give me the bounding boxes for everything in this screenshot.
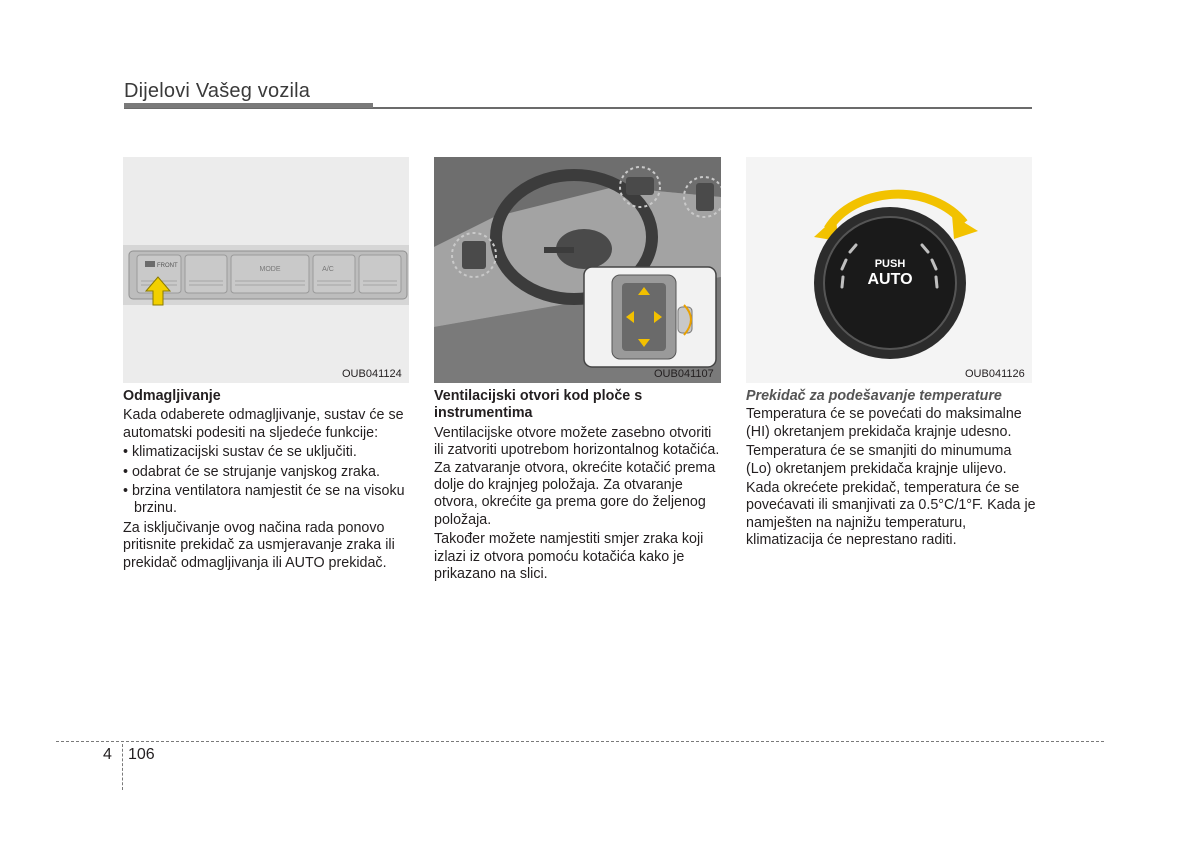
column-defrost xyxy=(123,388,413,574)
knob-auto-label: AUTO xyxy=(867,271,913,288)
column-temperature xyxy=(746,388,1036,552)
defrost-led-icon xyxy=(145,261,155,267)
temperature-knob xyxy=(814,207,966,359)
defrost-intro: Kada odaberete odmagljivanje, sustav će se automatski podesiti na sljedeće funkcije: xyxy=(123,407,404,441)
page-number: 106 xyxy=(128,746,155,763)
mode-label: MODE xyxy=(259,266,281,273)
column-vents xyxy=(434,388,724,585)
temperature-paragraph-3: Kada okrećete prekidač, temperatura će se povećavati ili smanjivati za 0.5°C/1°F. Kada je namješten na najnižu temperaturu, klimatizacija će neprestano raditi. xyxy=(746,480,1036,549)
footer-divider-vertical xyxy=(122,744,123,790)
temperature-paragraph-1: Temperatura će se povećati do maksimalne (HI) okretanjem prekidača krajnje udesno. xyxy=(746,406,1022,440)
vents-paragraph-1: Ventilacijske otvore možete zasebno otvoriti ili zatvoriti upotrebom horizontalnog kotačića. Za zatvaranje otvora, okrećite kotačić prema dolje do krajnjeg položaja. Za otvaranje otvora, okrećite ga prema gore do željenog položaja. xyxy=(434,424,720,528)
header-rule-accent xyxy=(124,103,373,108)
list-item: • odabrat će se strujanje vanjskog zraka. xyxy=(123,463,380,480)
chapter-number: 4 xyxy=(103,746,112,763)
section-title: Dijelovi Vašeg vozila xyxy=(124,80,311,102)
temperature-paragraph-2: Temperatura će se smanjiti do minumuma (Lo) okretanjem prekidača krajnje ulijevo. xyxy=(746,443,1012,477)
heading-defrost: Odmagljivanje xyxy=(123,388,221,404)
vent-detail-inset xyxy=(584,267,716,367)
figure-dashboard-vents xyxy=(434,157,721,383)
list-item: • klimatizacijski sustav će se uključiti. xyxy=(123,444,357,461)
front-label: FRONT xyxy=(157,263,178,269)
heading-temperature: Prekidač za podešavanje temperature xyxy=(746,388,1002,404)
heading-vents: Ventilacijski otvori kod ploče s instrumentima xyxy=(434,388,643,422)
figure-code-1: OUB041124 xyxy=(342,368,402,380)
figure-temperature-knob xyxy=(746,157,1032,383)
ac-label: A/C xyxy=(322,266,334,273)
figure-code-2: OUB041107 xyxy=(654,368,714,380)
list-item: • brzina ventilatora namjestit će se na visoku brzinu. xyxy=(123,483,405,517)
knob-push-label: PUSH xyxy=(874,258,906,270)
vents-paragraph-2: Također možete namjestiti smjer zraka koji izlazi iz otvora pomoću kotačića kako je prikazano na slici. xyxy=(434,531,704,583)
footer-divider xyxy=(56,741,1104,742)
defrost-outro: Za isključivanje ovog načina rada ponovo pritisnite prekidač za usmjeravanje zraka ili prekidač odmagljivanja ili AUTO prekidač. xyxy=(123,519,395,571)
figure-defrost-panel xyxy=(123,157,409,383)
figure-code-3: OUB041126 xyxy=(965,368,1025,380)
